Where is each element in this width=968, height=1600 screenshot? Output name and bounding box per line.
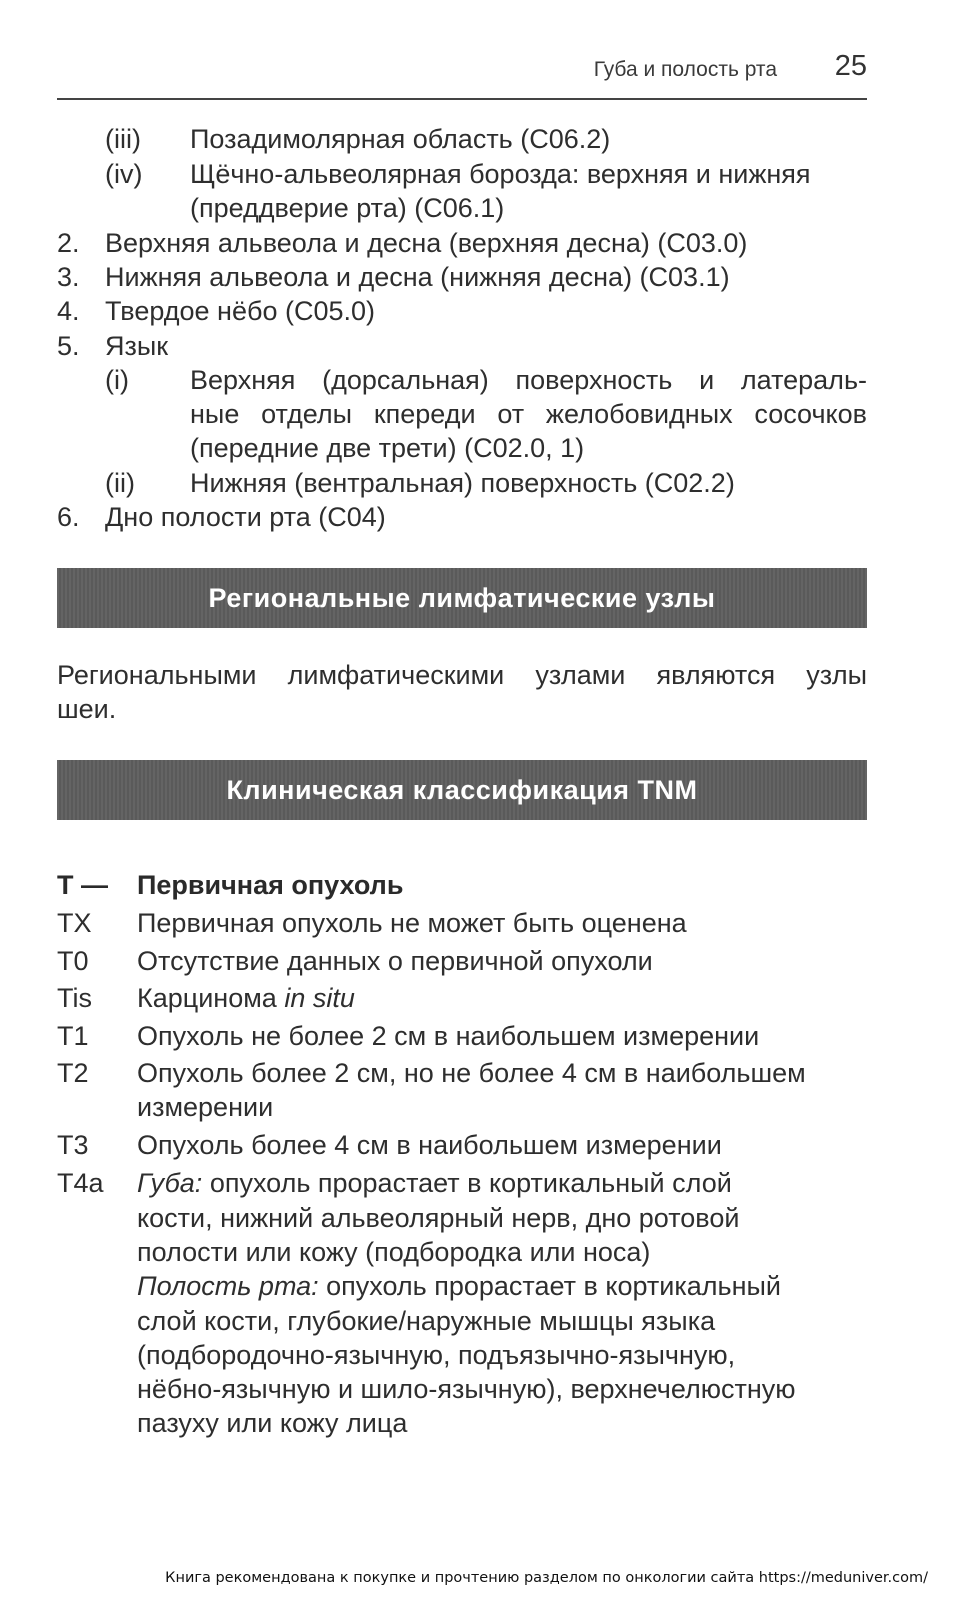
stage-description: Отсутствие данных о первичной опухоли bbox=[137, 946, 653, 976]
running-header bbox=[57, 50, 867, 98]
oral-cavity-label: Полость рта: bbox=[137, 1271, 319, 1301]
list-marker: (iii) bbox=[105, 124, 141, 154]
stage-code: TX bbox=[57, 908, 92, 938]
list-item: Позадимолярная область (С06.2) bbox=[190, 124, 611, 154]
stage-code: T1 bbox=[57, 1021, 89, 1051]
stage-description-text: опухоль прорастает в кортикальный слой bbox=[202, 1168, 732, 1198]
list-number: 2. bbox=[57, 228, 80, 258]
paragraph-line: Региональными лимфатическими узлами являются узлы bbox=[57, 660, 867, 690]
stage-code: T2 bbox=[57, 1058, 89, 1088]
list-number: 4. bbox=[57, 296, 80, 326]
list-item-continuation: (преддверие рта) (С06.1) bbox=[190, 193, 505, 223]
list-item-continuation: (передние две трети) (С02.0, 1) bbox=[190, 433, 585, 463]
list-marker: (iv) bbox=[105, 159, 143, 189]
stage-description: Опухоль более 2 см, но не более 4 см в наибольшем bbox=[137, 1058, 806, 1088]
stage-code: T3 bbox=[57, 1130, 89, 1160]
stage-description-continuation: слой кости, глубокие/наружные мышцы языка bbox=[137, 1306, 716, 1336]
stage-description-continuation: кости, нижний альвеолярный нерв, дно ротовой bbox=[137, 1203, 740, 1233]
stage-code: Tis bbox=[57, 983, 92, 1013]
list-item: Нижняя альвеола и десна (нижняя десна) (С03.1) bbox=[105, 262, 730, 292]
section-heading-tnm: Клиническая классификация TNM bbox=[57, 760, 867, 820]
stage-description bbox=[137, 981, 355, 1015]
list-item: Твердое нёбо (С05.0) bbox=[105, 296, 375, 326]
stage-description-continuation: измерении bbox=[137, 1092, 274, 1122]
list-item: Щёчно-альвеолярная борозда: верхняя и нижняя bbox=[190, 159, 811, 189]
list-item: Дно полости рта (С04) bbox=[105, 502, 386, 532]
footer-note: Книга рекомендована к покупке и прочтению разделом по онкологии сайта https://meduniver.com/ bbox=[165, 1570, 928, 1586]
stage-code: T4a bbox=[57, 1168, 104, 1198]
section-heading-lymph-nodes: Региональные лимфатические узлы bbox=[57, 568, 867, 628]
list-item: Нижняя (вентральная) поверхность (С02.2) bbox=[190, 468, 735, 498]
paragraph-line: шеи. bbox=[57, 694, 117, 724]
header-rule bbox=[57, 98, 867, 100]
stage-description-continuation bbox=[137, 1269, 781, 1303]
list-item: Верхняя альвеола и десна (верхняя десна) (С03.0) bbox=[105, 228, 748, 258]
stage-description-text: опухоль прорастает в кортикальный bbox=[318, 1271, 781, 1301]
page-number: 25 bbox=[834, 50, 867, 82]
lymph-nodes-paragraph bbox=[57, 658, 867, 726]
stage-description-continuation: пазуху или кожу лица bbox=[137, 1408, 408, 1438]
list-number: 6. bbox=[57, 502, 80, 532]
stage-description-continuation: полости или кожу (подбородка или носа) bbox=[137, 1237, 651, 1267]
lip-label: Губа: bbox=[137, 1168, 203, 1198]
list-item-continuation: ные отделы кпереди от желобовидных сосочков bbox=[190, 399, 867, 429]
list-number: 3. bbox=[57, 262, 80, 292]
stage-description bbox=[137, 1166, 732, 1200]
list-item: Верхняя (дорсальная) поверхность и латераль- bbox=[190, 365, 867, 395]
stage-code: T0 bbox=[57, 946, 89, 976]
list-marker: (ii) bbox=[105, 468, 135, 498]
stage-description-continuation: (подбородочно-язычную, подъязычно-язычную, bbox=[137, 1340, 736, 1370]
stage-description: Опухоль не более 2 см в наибольшем измерении bbox=[137, 1021, 760, 1051]
list-number: 5. bbox=[57, 331, 80, 361]
in-situ-italic: in situ bbox=[284, 983, 355, 1013]
stage-description-text: Карцинома bbox=[137, 983, 285, 1013]
stage-description: Первичная опухоль не может быть оценена bbox=[137, 908, 687, 938]
t-category-title: Первичная опухоль bbox=[137, 870, 404, 900]
list-item: Язык bbox=[105, 331, 169, 361]
t-category-code: T — bbox=[57, 870, 108, 900]
stage-description: Опухоль более 4 см в наибольшем измерении bbox=[137, 1130, 722, 1160]
running-header-title: Губа и полость рта bbox=[593, 58, 777, 81]
stage-description-continuation: нёбно-язычную и шило-язычную), верхнечелюстную bbox=[137, 1374, 796, 1404]
list-marker: (i) bbox=[105, 365, 129, 395]
